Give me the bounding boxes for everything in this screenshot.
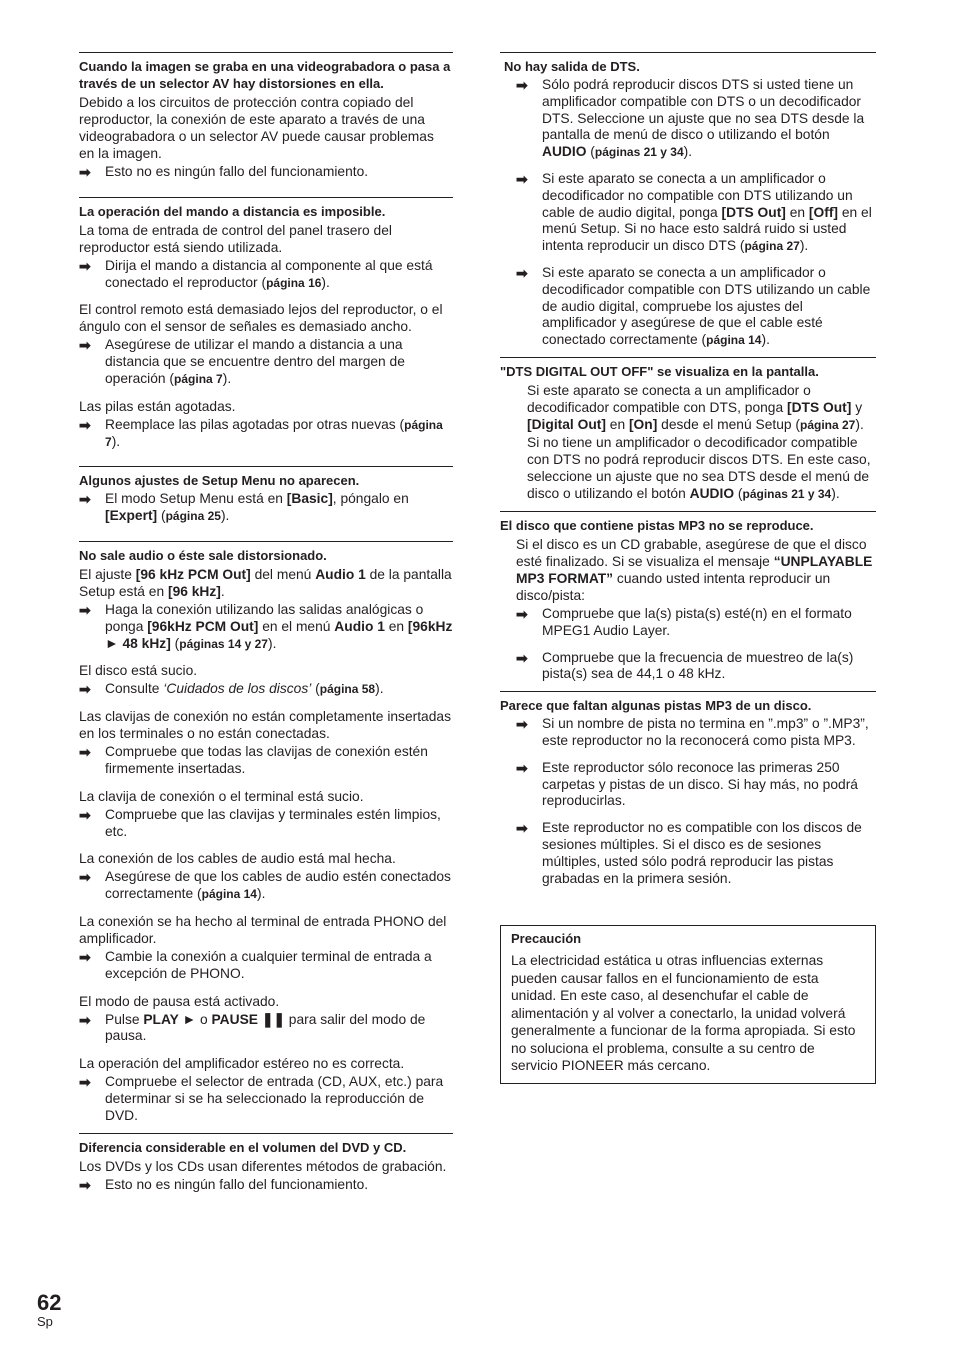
section-mp3-missing-tracks <box>500 691 876 895</box>
cause-text: La clavija de conexión o el terminal está sucio. <box>79 788 364 804</box>
arrow-icon: ➡ <box>79 491 91 508</box>
arrow-icon: ➡ <box>79 1011 91 1028</box>
arrow-icon: ➡ <box>79 744 91 761</box>
remedy-item: ➡ Si este aparato se conecta a un amplificador o decodificador no compatible con DTS utilizando un cable de audio digital, ponga [DTS Out] en [Off] en el menú Setup. Si no hace esto saldrá ruido si usted intenta reproducir un disco DTS (página 27). <box>516 170 872 254</box>
section-title: No hay salida de DTS. <box>504 59 640 74</box>
left-column <box>79 52 453 1201</box>
remedy-item: ➡ Asegúrese de que los cables de audio estén conectados correctamente (página 14). <box>79 869 451 902</box>
page-reference: página 25 <box>165 509 221 524</box>
page-reference: página 14 <box>201 887 257 902</box>
arrow-icon: ➡ <box>79 869 91 886</box>
remedy-item: ➡ Este reproductor sólo reconoce las primeras 250 carpetas y pistas de un disco. Si hay más, no podrá reproducirlas. <box>516 759 858 809</box>
remedy-item: ➡ Compruebe que todas las clavijas de conexión estén firmemente insertadas. <box>79 744 428 776</box>
remedy-item: ➡ Haga la conexión utilizando las salidas analógicas o ponga [96kHz PCM Out] en el menú Audio 1 en [96kHz ► 48 kHz] (páginas 14 y 27). <box>79 601 453 651</box>
section-mp3-not-playing <box>500 511 876 691</box>
right-column <box>500 52 876 1084</box>
remedy-item: ➡ Compruebe que la frecuencia de muestreo de la(s) pista(s) sea de 44,1 o 48 kHz. <box>516 649 854 682</box>
remedy-item: ➡ Compruebe que las clavijas y terminales estén limpios, etc. <box>79 806 441 839</box>
section-no-audio <box>79 541 453 1133</box>
section-remote-control <box>79 197 453 467</box>
page-number: 62 <box>37 1290 62 1315</box>
arrow-icon: ➡ <box>516 759 528 776</box>
remedy-item: ➡ El modo Setup Menu está en [Basic], póngalo en [Expert] (página 25). <box>79 491 409 524</box>
cause-text: Los DVDs y los CDs usan diferentes métodos de grabación. <box>79 1158 447 1174</box>
page-reference: páginas 21 y 34 <box>594 145 684 160</box>
remedy-item: ➡ Si este aparato se conecta a un amplificador o decodificador compatible con DTS utilizando un cable de audio digital, compruebe los ajustes del amplificador y asegúrese de que el cable esté conectado correctamente (página 14). <box>516 264 871 348</box>
page-reference: página 7 <box>174 371 223 386</box>
remedy-item: ➡ Reemplace las pilas agotadas por otras nuevas (página 7). <box>79 416 443 449</box>
cause-text: La operación del amplificador estéreo no es correcta. <box>79 1056 405 1072</box>
page-reference: página 27 <box>744 239 800 254</box>
section-title: Cuando la imagen se graba en una videograbadora o pasa a través de un selector AV hay distorsiones en ella. <box>79 59 451 91</box>
arrow-icon: ➡ <box>516 716 528 733</box>
remedy-item: ➡ Sólo podrá reproducir discos DTS si usted tiene un amplificador compatible con DTS o un decodificador DTS. Seleccione un ajuste que no sea DTS desde la pantalla de menú de disco o utilizando el botón AUDIO (páginas 21 y 34). <box>516 77 865 160</box>
remedy-item: ➡ Pulse PLAY ► o PAUSE ❚❚ para salir del modo de pausa. <box>79 1011 426 1044</box>
remedy-item: ➡ Cambie la conexión a cualquier terminal de entrada a excepción de PHONO. <box>79 948 432 981</box>
page-reference: página 27 <box>799 417 856 432</box>
arrow-icon: ➡ <box>79 681 91 698</box>
arrow-icon: ➡ <box>79 948 91 965</box>
remedy-item: ➡ Compruebe el selector de entrada (CD, AUX, etc.) para determinar si se ha seleccionado la reproducción de DVD. <box>79 1074 444 1123</box>
section-title: No sale audio o éste sale distorsionado. <box>79 547 327 563</box>
page-reference: páginas 21 y 34 <box>742 486 832 501</box>
section-volume-difference <box>79 1133 453 1202</box>
section-dts-digital-out-off <box>500 357 876 511</box>
arrow-icon: ➡ <box>79 164 91 180</box>
cause-text: El ajuste [96 kHz PCM Out] del menú Audio 1 de la pantalla Setup está en [96 kHz]. <box>79 566 452 599</box>
arrow-icon: ➡ <box>79 416 91 433</box>
cause-text: La toma de entrada de control del panel trasero del reproductor está siendo utilizada. <box>79 222 392 255</box>
remedy-item: ➡ Esto no es ningún fallo del funcionamiento. <box>79 1176 369 1193</box>
cause-text: Las clavijas de conexión no están completamente insertadas en los terminales o no están conectadas. <box>79 709 451 742</box>
section-title: Algunos ajustes de Setup Menu no aparecen. <box>79 473 360 489</box>
language-code: Sp <box>37 1314 53 1329</box>
arrow-icon: ➡ <box>79 1176 91 1193</box>
precaution-title: Precaución <box>511 931 582 947</box>
cause-text: Si este aparato se conecta a un amplificador o decodificador compatible con DTS, ponga [DTS Out] y [Digital Out] en [On] desde el menú Setup (página 27). Si no tiene un amplificador o decodificador compatible con DTS no podrá reproducir discos DTS. En este caso, seleccione un ajuste que no sea DTS desde el menú de disco o utilizando el botón AUDIO (páginas 21 y 34). <box>527 382 871 501</box>
cause-text: Debido a los circuitos de protección contra copiado del reproductor, la conexión de este aparato a través de una videograbadora o un selector AV puede causar problemas en la imagen. <box>79 95 434 161</box>
remedy-item: ➡ Este reproductor no es compatible con los discos de sesiones múltiples. Si el disco es de sesiones múltiples, usted sólo podrá reproducir las pistas grabadas en la primera sesión. <box>516 820 862 886</box>
arrow-icon: ➡ <box>516 820 528 837</box>
section-no-dts <box>500 52 876 357</box>
section-title: "DTS DIGITAL OUT OFF" se visualiza en la pantalla. <box>500 363 819 379</box>
section-vcr-distortion <box>79 52 453 197</box>
page-reference: página 58 <box>319 682 376 697</box>
arrow-icon: ➡ <box>79 1074 91 1091</box>
page-reference: página 16 <box>266 275 322 290</box>
precaution-box <box>500 925 876 1084</box>
cause-text: Las pilas están agotadas. <box>79 398 236 414</box>
arrow-icon: ➡ <box>516 649 528 666</box>
arrow-icon: ➡ <box>516 77 528 93</box>
remedy-item: ➡ Compruebe que la(s) pista(s) esté(n) en el formato MPEG1 Audio Layer. <box>516 605 852 638</box>
arrow-icon: ➡ <box>79 601 91 618</box>
cause-text: La conexión de los cables de audio está mal hecha. <box>79 851 396 867</box>
arrow-icon: ➡ <box>516 605 528 622</box>
precaution-text: La electricidad estática u otras influencias externas pueden causar fallos en el funcionamiento de esta unidad. En este caso, al desenchufar el cable de alimentación y al volver a conectarlo, la unidad volverá generalmente a funcionar de la forma apropiada. Si esto no soluciona el problema, consulte a su centro de servicio PIONEER más cercano. <box>511 953 856 1074</box>
section-title: El disco que contiene pistas MP3 no se reproduce. <box>500 517 814 533</box>
page-reference: páginas 14 y 27 <box>179 636 268 651</box>
cause-text: El disco está sucio. <box>79 663 198 679</box>
remedy-item: ➡ Asegúrese de utilizar el mando a distancia a una distancia que se encuentre dentro del margen de operación (página 7). <box>79 337 405 386</box>
remedy-item: ➡ Si un nombre de pista no termina en ”.mp3” o ”.MP3”, este reproductor no la reconocerá como pista MP3. <box>516 716 869 748</box>
cause-text: La conexión se ha hecho al terminal de entrada PHONO del amplificador. <box>79 913 447 946</box>
remedy-item: ➡ Consulte ‘Cuidados de los discos’ (página 58). <box>79 681 384 698</box>
arrow-icon: ➡ <box>79 257 91 274</box>
arrow-icon: ➡ <box>516 264 528 281</box>
remedy-item: ➡ Esto no es ningún fallo del funcionamiento. <box>79 164 369 180</box>
page-reference: página 14 <box>706 333 762 348</box>
arrow-icon: ➡ <box>79 337 91 354</box>
remedy-item: ➡ Dirija el mando a distancia al componente al que está conectado el reproductor (página 16). <box>79 257 433 290</box>
section-title: Parece que faltan algunas pistas MP3 de un disco. <box>500 698 812 714</box>
cause-text: El modo de pausa está activado. <box>79 993 280 1009</box>
arrow-icon: ➡ <box>516 170 528 187</box>
section-title: Diferencia considerable en el volumen del DVD y CD. <box>79 1139 407 1155</box>
section-setup-menu <box>79 466 453 541</box>
page-reference: página 7 <box>105 417 443 449</box>
cause-text: Si el disco es un CD grabable, asegúrese de que el disco esté finalizado. Si se visualiza el mensaje “UNPLAYABLE MP3 FORMAT” cuando usted intenta reproducir un disco/pista: <box>516 536 873 603</box>
cause-text: El control remoto está demasiado lejos del reproductor, o el ángulo con el sensor de señales es demasiado ancho. <box>79 302 443 335</box>
section-title: La operación del mando a distancia es imposible. <box>79 203 386 219</box>
arrow-icon: ➡ <box>79 806 91 823</box>
